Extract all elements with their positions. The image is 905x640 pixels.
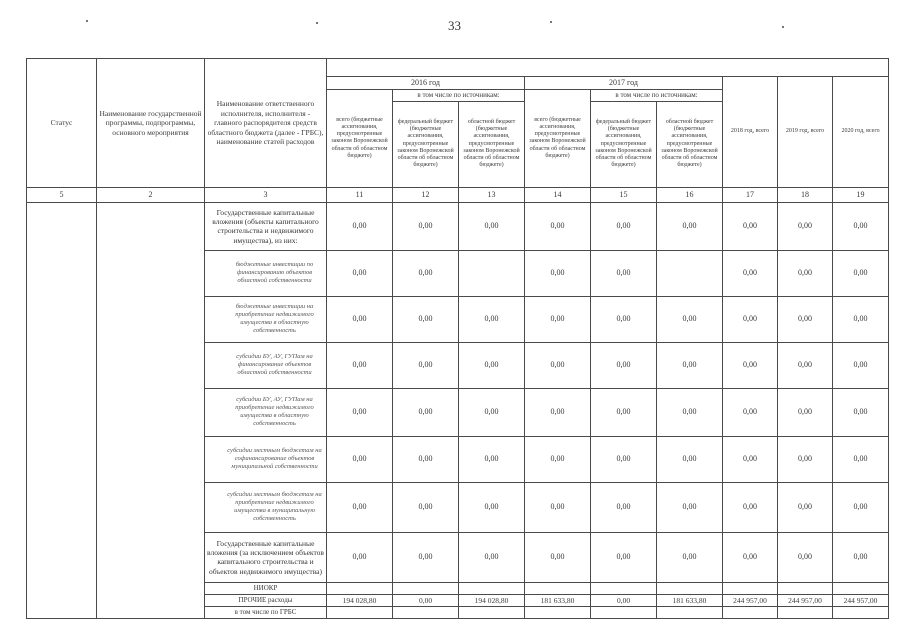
program-name-cell [97, 202, 205, 618]
empty-cell [657, 582, 723, 594]
value-cell: 0,00 [459, 296, 525, 342]
value-cell: 0,00 [393, 296, 459, 342]
budget-table [26, 58, 889, 619]
value-cell: 0,00 [723, 532, 778, 582]
column-number: 2 [97, 187, 205, 202]
value-cell: 244 957,00 [723, 594, 778, 606]
value-cell: 0,00 [723, 388, 778, 436]
value-cell: 0,00 [833, 250, 889, 296]
value-cell: 0,00 [778, 532, 833, 582]
regional-2017-header: областной бюджет (бюджетные ассигнования, предусмотренные законом Воронежской области об областном бюджете) [657, 101, 723, 187]
value-cell: 0,00 [778, 482, 833, 532]
empty-cell [657, 606, 723, 618]
grbs-label: в том числе по ГРБС [205, 606, 327, 618]
page-number: 33 [448, 18, 461, 33]
header-band-row [27, 59, 889, 77]
value-cell: 181 633,80 [657, 594, 723, 606]
value-cell: 0,00 [327, 436, 393, 482]
value-cell: 0,00 [657, 342, 723, 388]
column-number: 3 [205, 187, 327, 202]
value-cell: 0,00 [459, 342, 525, 388]
empty-cell [393, 582, 459, 594]
value-cell: 0,00 [657, 388, 723, 436]
value-cell: 0,00 [833, 342, 889, 388]
total-2016-header: всего (бюджетные ассигнования, предусмотренные законом Воронежской области об областном бюджете) [327, 90, 393, 188]
value-cell: 0,00 [723, 202, 778, 250]
value-cell [459, 250, 525, 296]
value-cell: 0,00 [591, 388, 657, 436]
value-cell: 0,00 [833, 482, 889, 532]
year-2019-header: 2019 год, всего [778, 77, 833, 188]
row-label: субсидии БУ, АУ, ГУПам на финансирование объектов областной собственности [205, 342, 327, 388]
column-number: 19 [833, 187, 889, 202]
regional-2016-header: областной бюджет (бюджетные ассигнования, предусмотренные законом Воронежской области об областном бюджете) [459, 101, 525, 187]
value-cell: 0,00 [459, 532, 525, 582]
row-label: субсидии БУ, АУ, ГУПам на приобретение недвижимого имущества в областную собственность [205, 388, 327, 436]
column-number: 14 [525, 187, 591, 202]
value-cell: 0,00 [393, 342, 459, 388]
column-number: 18 [778, 187, 833, 202]
value-cell: 0,00 [591, 296, 657, 342]
value-cell: 0,00 [525, 388, 591, 436]
empty-cell [778, 606, 833, 618]
year-2016-header: 2016 год [327, 77, 525, 90]
value-cell: 0,00 [459, 202, 525, 250]
value-cell: 0,00 [833, 202, 889, 250]
value-cell: 0,00 [525, 436, 591, 482]
executor-header: Наименование ответственного исполнителя, исполнителя - главного распорядителя средств областного бюджета (далее - ГРБС), наименование статей расходов [205, 59, 327, 188]
value-cell: 0,00 [393, 482, 459, 532]
value-cell: 0,00 [833, 388, 889, 436]
value-cell: 0,00 [657, 202, 723, 250]
value-cell: 0,00 [327, 250, 393, 296]
value-cell: 0,00 [525, 482, 591, 532]
row-label: субсидии местным бюджетам на приобретение недвижимого имущества в муниципальную собственность [205, 482, 327, 532]
value-cell: 0,00 [525, 342, 591, 388]
value-cell: 0,00 [393, 594, 459, 606]
row-label: бюджетные инвестиции на приобретение недвижимого имущества в областную собственность [205, 296, 327, 342]
value-cell: 0,00 [327, 532, 393, 582]
scan-speck [550, 21, 552, 23]
value-cell: 0,00 [327, 342, 393, 388]
value-cell: 0,00 [723, 342, 778, 388]
value-cell: 0,00 [723, 436, 778, 482]
value-cell: 0,00 [591, 436, 657, 482]
value-cell: 0,00 [591, 532, 657, 582]
value-cell: 0,00 [591, 482, 657, 532]
federal-2017-header: федеральный бюджет (бюджетные ассигнования, предусмотренные законом Воронежской области об областном бюджете) [591, 101, 657, 187]
value-cell: 0,00 [723, 482, 778, 532]
value-cell: 0,00 [327, 482, 393, 532]
scan-speck [782, 26, 784, 28]
value-cell: 0,00 [723, 296, 778, 342]
value-cell: 0,00 [657, 296, 723, 342]
value-cell: 0,00 [833, 296, 889, 342]
status-cell [27, 202, 97, 618]
value-cell: 0,00 [525, 202, 591, 250]
value-cell: 194 028,80 [327, 594, 393, 606]
empty-cell [327, 606, 393, 618]
value-cell: 0,00 [525, 296, 591, 342]
row-label: Государственные капитальные вложения (за исключением объектов капитального строительства и объектов недвижимого имущества) [205, 532, 327, 582]
value-cell: 0,00 [778, 342, 833, 388]
value-cell: 0,00 [393, 388, 459, 436]
column-number: 5 [27, 187, 97, 202]
total-2017-header: всего (бюджетные ассигнования, предусмотренные законом Воронежской области об областном бюджете) [525, 90, 591, 188]
empty-cell [459, 606, 525, 618]
column-number: 13 [459, 187, 525, 202]
value-cell: 0,00 [591, 250, 657, 296]
value-cell: 194 028,80 [459, 594, 525, 606]
column-number: 16 [657, 187, 723, 202]
value-cell: 181 633,80 [525, 594, 591, 606]
column-number: 12 [393, 187, 459, 202]
empty-cell [525, 606, 591, 618]
row-label: бюджетные инвестиции по финансированию объектов областной собственности [205, 250, 327, 296]
empty-cell [459, 582, 525, 594]
value-cell: 0,00 [459, 388, 525, 436]
empty-cell [723, 582, 778, 594]
empty-cell [393, 606, 459, 618]
value-cell: 0,00 [723, 250, 778, 296]
niokr-label: НИОКР [205, 582, 327, 594]
federal-2016-header: федеральный бюджет (бюджетные ассигнования, предусмотренные законом Воронежской области об областном бюджете) [393, 101, 459, 187]
value-cell: 0,00 [657, 532, 723, 582]
value-cell: 0,00 [525, 250, 591, 296]
table-row [27, 202, 889, 250]
empty-cell [778, 582, 833, 594]
value-cell: 0,00 [393, 436, 459, 482]
column-number: 17 [723, 187, 778, 202]
value-cell: 0,00 [327, 388, 393, 436]
other-expenses-label: ПРОЧИЕ расходы [205, 594, 327, 606]
value-cell: 0,00 [591, 594, 657, 606]
year-2018-header: 2018 год, всего [723, 77, 778, 188]
scan-speck [86, 20, 88, 22]
value-cell: 0,00 [459, 436, 525, 482]
empty-cell [591, 606, 657, 618]
value-cell: 244 957,00 [778, 594, 833, 606]
empty-cell [833, 582, 889, 594]
program-name-header: Наименование государственной программы, подпрограммы, основного мероприятия [97, 59, 205, 188]
empty-cell [591, 582, 657, 594]
value-cell: 0,00 [778, 202, 833, 250]
column-number: 15 [591, 187, 657, 202]
value-cell: 0,00 [833, 532, 889, 582]
value-cell: 0,00 [525, 532, 591, 582]
empty-cell [327, 582, 393, 594]
header-band [327, 59, 889, 77]
year-2020-header: 2020 год, всего [833, 77, 889, 188]
column-number: 11 [327, 187, 393, 202]
column-numbers-row [27, 187, 889, 202]
value-cell: 0,00 [778, 436, 833, 482]
value-cell: 0,00 [327, 202, 393, 250]
sources-2016-caption: в том числе по источникам: [393, 90, 525, 102]
value-cell: 0,00 [393, 250, 459, 296]
value-cell: 244 957,00 [833, 594, 889, 606]
value-cell: 0,00 [778, 296, 833, 342]
value-cell: 0,00 [393, 202, 459, 250]
status-header: Статус [27, 59, 97, 188]
value-cell: 0,00 [657, 436, 723, 482]
value-cell: 0,00 [591, 342, 657, 388]
value-cell: 0,00 [591, 202, 657, 250]
empty-cell [833, 606, 889, 618]
value-cell: 0,00 [833, 436, 889, 482]
scan-speck [316, 22, 318, 24]
value-cell: 0,00 [393, 532, 459, 582]
year-2017-header: 2017 год [525, 77, 723, 90]
value-cell: 0,00 [327, 296, 393, 342]
value-cell: 0,00 [778, 388, 833, 436]
row-label: субсидии местным бюджетам на софинансирование объектов муниципальной собственности [205, 436, 327, 482]
value-cell: 0,00 [657, 482, 723, 532]
value-cell: 0,00 [459, 482, 525, 532]
empty-cell [723, 606, 778, 618]
value-cell: 0,00 [778, 250, 833, 296]
empty-cell [525, 582, 591, 594]
value-cell [657, 250, 723, 296]
sources-2017-caption: в том числе по источникам: [591, 90, 723, 102]
row-label: Государственные капитальные вложения (объекты капитального строительства и недвижимого имущества), из них: [205, 202, 327, 250]
